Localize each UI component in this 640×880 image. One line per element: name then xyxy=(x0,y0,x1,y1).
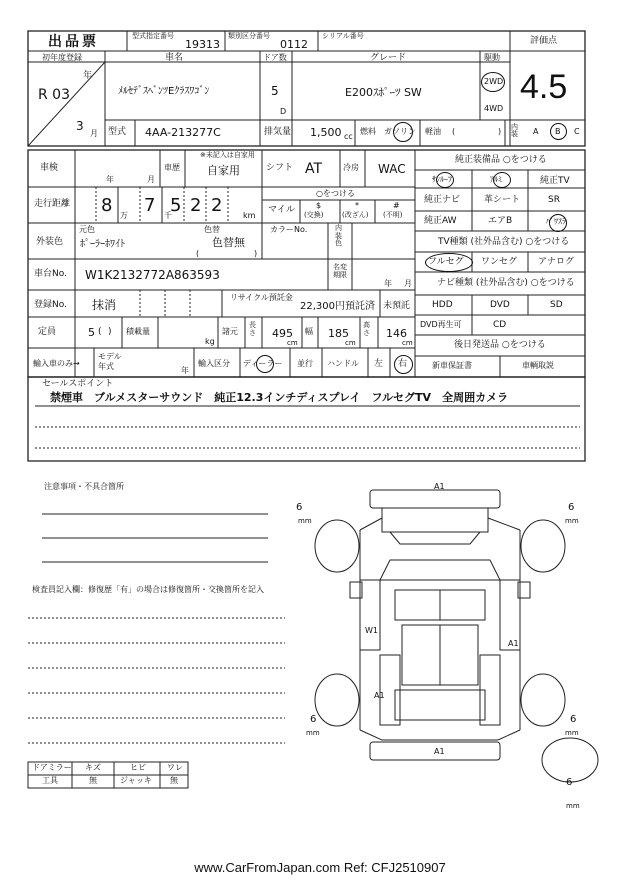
drive-2wd: 2WD xyxy=(484,77,504,86)
first-reg-era: R 03 xyxy=(38,87,70,103)
import-only-label: 輸入車のみ→ xyxy=(33,359,80,368)
damage-mark-front: A1 xyxy=(434,482,445,491)
dollar-sign: $ xyxy=(316,201,322,210)
category-no-label: 類別区分番号 xyxy=(228,32,270,40)
tire-fr-value: 6 xyxy=(568,502,575,513)
ac-value: WAC xyxy=(378,162,406,176)
height-label: 高さ xyxy=(363,321,370,337)
doors-label: ドア数 xyxy=(263,53,287,62)
import-dealer: ディーラー xyxy=(243,359,283,368)
height-value: 146 xyxy=(386,327,407,340)
model-value: 4AA-213277C xyxy=(145,126,221,139)
nav-cd: CD xyxy=(493,320,507,330)
star-sign: * xyxy=(355,201,359,210)
name-change-day: 月 xyxy=(404,279,412,288)
usage-label: 車歴 xyxy=(164,163,180,172)
damage-mark-left-door: W1 xyxy=(365,626,378,635)
doors-value: 5 xyxy=(271,84,279,98)
inspection-year-unit: 年 xyxy=(106,175,114,184)
tv-fullseg: フルセグ xyxy=(428,257,464,267)
mileage-digit: 8 xyxy=(101,195,113,216)
mileage-digit: 5 xyxy=(170,195,182,216)
mileage-digit: 2 xyxy=(190,195,202,216)
mile-marker: ○をつける xyxy=(316,189,355,198)
orig-color-label: 元色 xyxy=(79,225,95,234)
chassis-label: 車台No. xyxy=(34,269,67,279)
grade-label: グレード xyxy=(370,53,407,63)
equip-alloy: ｱﾙﾐ xyxy=(490,175,502,184)
dims-label: 諸元 xyxy=(222,327,238,336)
car-name-label: 車名 xyxy=(165,53,184,63)
interior-color-label: 内装色 xyxy=(335,224,342,248)
equip-leather: 革シート xyxy=(484,195,521,205)
handle-right: 右 xyxy=(398,359,408,369)
legend-tools-value: 無 xyxy=(89,776,97,785)
width-value: 185 xyxy=(328,327,349,340)
nav-label: ナビ種類 (社外品含む) ○をつける xyxy=(437,278,575,288)
repaint-value: 色替無 xyxy=(212,236,245,249)
length-label: 長さ xyxy=(249,321,256,337)
name-change-year: 年 xyxy=(384,279,392,288)
repaint-paren-close: ) xyxy=(254,249,258,258)
handle-left: 左 xyxy=(374,359,384,369)
width-label: 幅 xyxy=(305,327,313,336)
fuel-circle xyxy=(393,122,413,142)
color-no-label: カラーNo. xyxy=(270,225,308,234)
sales-text: 禁煙車 ブルメスターサウンド 純正12.3インチディスプレイ フルセグTV 全周囲カメラ xyxy=(50,391,509,404)
ac-label: 冷房 xyxy=(343,163,359,172)
handle-right-circle xyxy=(394,355,413,374)
interior-a: A xyxy=(533,127,539,136)
recycle-label-1: リサイクル預託金 xyxy=(230,293,293,302)
inspection-month-unit: 月 xyxy=(147,175,155,184)
tv-oneseg: ワンセグ xyxy=(481,257,518,267)
serial-label: シリアル番号 xyxy=(322,32,364,40)
paren-close: ) xyxy=(498,127,502,136)
capacity-paren-close: ) xyxy=(108,327,112,337)
mileage-digit: 7 xyxy=(144,195,156,216)
recycle-value: 22,300円預託済 xyxy=(300,301,375,312)
spare-unit: mm xyxy=(566,802,580,810)
later-label: 後日発送品 ○をつける xyxy=(454,340,546,350)
usage-value: 自家用 xyxy=(207,164,240,177)
drive-2wd-circle xyxy=(481,72,505,92)
score-label: 評価点 xyxy=(530,36,558,46)
model-label: 型式 xyxy=(108,127,127,137)
sunroof-circle xyxy=(436,172,454,188)
tire-fl-bracket: 6 xyxy=(296,502,303,513)
month-unit: 月 xyxy=(90,129,98,138)
nav-dvd: DVD xyxy=(490,300,510,310)
first-reg-label: 初年度登録 xyxy=(42,53,82,62)
interior-b-circle xyxy=(550,123,567,140)
type-no-label: 型式指定番号 xyxy=(132,32,174,40)
later-warranty: 新車保証書 xyxy=(432,361,472,370)
equip-airbag: エアB xyxy=(488,216,513,226)
load-label: 積載量 xyxy=(126,327,150,336)
tire-fl-unit: mm xyxy=(298,517,312,525)
width-unit: cm xyxy=(345,339,356,347)
tire-rl-value: 6 xyxy=(310,714,317,725)
mileage-km: km xyxy=(243,211,256,220)
caution-label: 注意事項・不具合箇所 xyxy=(44,482,124,491)
drive-label: 駆動 xyxy=(484,53,500,62)
mileage-sen: 千 xyxy=(164,211,172,220)
alloy-circle xyxy=(493,172,511,188)
equip-aw: 純正AW xyxy=(424,216,457,226)
reg-label: 登録No. xyxy=(34,300,67,310)
length-unit: cm xyxy=(287,339,298,347)
color-label: 外装色 xyxy=(36,237,64,247)
oem-label: 純正装備品 ○をつける xyxy=(455,155,547,165)
cc-unit: cc xyxy=(344,132,353,141)
import-parallel: 並行 xyxy=(297,359,313,368)
interior-c: C xyxy=(574,127,580,136)
usage-note: ※未記入は自家用 xyxy=(200,151,255,159)
color-value: ﾎﾟｰﾗｰﾎﾜｲﾄ xyxy=(80,239,125,250)
nav-hdd: HDD xyxy=(432,300,453,310)
repaint-paren-open: ( xyxy=(196,249,200,258)
equip-navi: 純正ナビ xyxy=(424,195,461,205)
fuel-label: 燃料 xyxy=(360,127,376,136)
interior-label: 内装 xyxy=(511,123,518,138)
score-value: 4.5 xyxy=(520,68,568,106)
car-damage-diagram xyxy=(290,470,600,800)
tire-rr-unit: mm xyxy=(565,729,579,737)
nav-sd: SD xyxy=(550,300,563,310)
reg-value: 抹消 xyxy=(92,298,117,312)
damage-mark-rear: A1 xyxy=(434,747,445,756)
recycle-status: 未預託 xyxy=(383,301,411,311)
mile-label: マイル xyxy=(268,205,295,215)
tampered-label: (改ざん) xyxy=(342,211,369,219)
displacement-label: 排気量 xyxy=(264,127,292,137)
later-manual: 車輌取説 xyxy=(522,361,554,370)
legend-mirror: ドアミラー xyxy=(32,763,72,772)
capacity-label: 定員 xyxy=(38,327,57,337)
hash-sign: # xyxy=(393,201,400,210)
equip-sr: SR xyxy=(548,195,560,205)
type-no: 19313 xyxy=(185,38,220,51)
model-year-label: モデル年式 xyxy=(98,352,122,371)
grade-value: E200ｽﾎﾟｰﾂ SW xyxy=(345,86,422,99)
light-oil-label: 軽油 xyxy=(425,127,441,136)
legend-scratch: キズ xyxy=(85,763,101,772)
dealer-circle xyxy=(256,355,274,373)
inspection-label: 車検 xyxy=(40,163,59,173)
year-unit: 年 xyxy=(83,71,93,81)
legend-jack-value: 無 xyxy=(170,776,178,785)
equip-power-seat: ﾊﾟﾜｽﾗ xyxy=(546,217,566,226)
shift-value: AT xyxy=(305,161,323,177)
footer-ref: www.CarFromJapan.com Ref: CFJ2510907 xyxy=(194,860,446,875)
car-name: ﾒﾙｾﾃﾞｽﾍﾞﾝﾂEｸﾗｽﾜｺﾞﾝ xyxy=(118,86,210,97)
displacement-value: 1,500 xyxy=(310,126,342,139)
category-no: 0112 xyxy=(280,38,308,51)
legend-crack: ヒビ xyxy=(130,763,146,772)
paren-open: ( xyxy=(452,127,456,136)
capacity-paren: ( xyxy=(98,327,102,337)
first-reg-month: 3 xyxy=(76,119,84,133)
tv-analog: アナログ xyxy=(538,257,575,267)
repaint-label: 色替 xyxy=(204,225,220,234)
capacity-value: 5 xyxy=(88,326,95,339)
tire-rr-value: 6 xyxy=(570,714,577,725)
power-seat-circle xyxy=(549,214,567,232)
interior-b: B xyxy=(555,127,561,136)
mileage-digit: 2 xyxy=(211,195,223,216)
damage-mark-right-door: A1 xyxy=(508,639,519,648)
model-year-unit: 年 xyxy=(181,366,189,375)
exchange-label: (交換) xyxy=(304,211,324,219)
door-suffix: D xyxy=(280,107,287,116)
sales-label: セールスポイント xyxy=(42,379,114,389)
legend-break: ワレ xyxy=(167,763,183,772)
nav-dvd-play: DVD再生可 xyxy=(420,320,462,329)
fuel-value: ガソリン xyxy=(384,127,416,136)
import-cat-label: 輸入区分 xyxy=(198,359,230,368)
damage-mark-left-rear: A1 xyxy=(374,691,385,700)
mileage-label: 走行距離 xyxy=(34,199,71,209)
fullseg-circle xyxy=(425,253,473,272)
inspector-label: 検査員記入欄：修復歴「有」の場合は修復箇所・交換箇所を記入 xyxy=(32,585,264,594)
tire-rl-unit: mm xyxy=(306,729,320,737)
chassis-value: W1K2132772A863593 xyxy=(85,268,220,282)
kg-unit: kg xyxy=(205,337,215,346)
name-change-label: 名変期限 xyxy=(333,263,347,280)
mileage-man: 万 xyxy=(120,211,128,220)
sheet-title: 出品票 xyxy=(48,34,99,50)
shift-label: シフト xyxy=(266,163,294,173)
legend-jack: ジャッキ xyxy=(120,776,152,785)
drive-4wd: 4WD xyxy=(484,104,504,113)
equip-sunroof: ｻﾝﾙｰﾌ xyxy=(432,175,452,184)
height-unit: cm xyxy=(402,339,413,347)
legend-tools: 工具 xyxy=(42,776,58,785)
length-value: 495 xyxy=(272,327,293,340)
unknown-label: (不明) xyxy=(383,211,403,219)
handle-label: ハンドル xyxy=(327,359,359,368)
equip-tv: 純正TV xyxy=(540,176,570,186)
tire-fr-unit: mm xyxy=(565,517,579,525)
tv-label: TV種類 (社外品含む) ○をつける xyxy=(438,237,570,247)
spare-value: 6 xyxy=(566,777,573,788)
